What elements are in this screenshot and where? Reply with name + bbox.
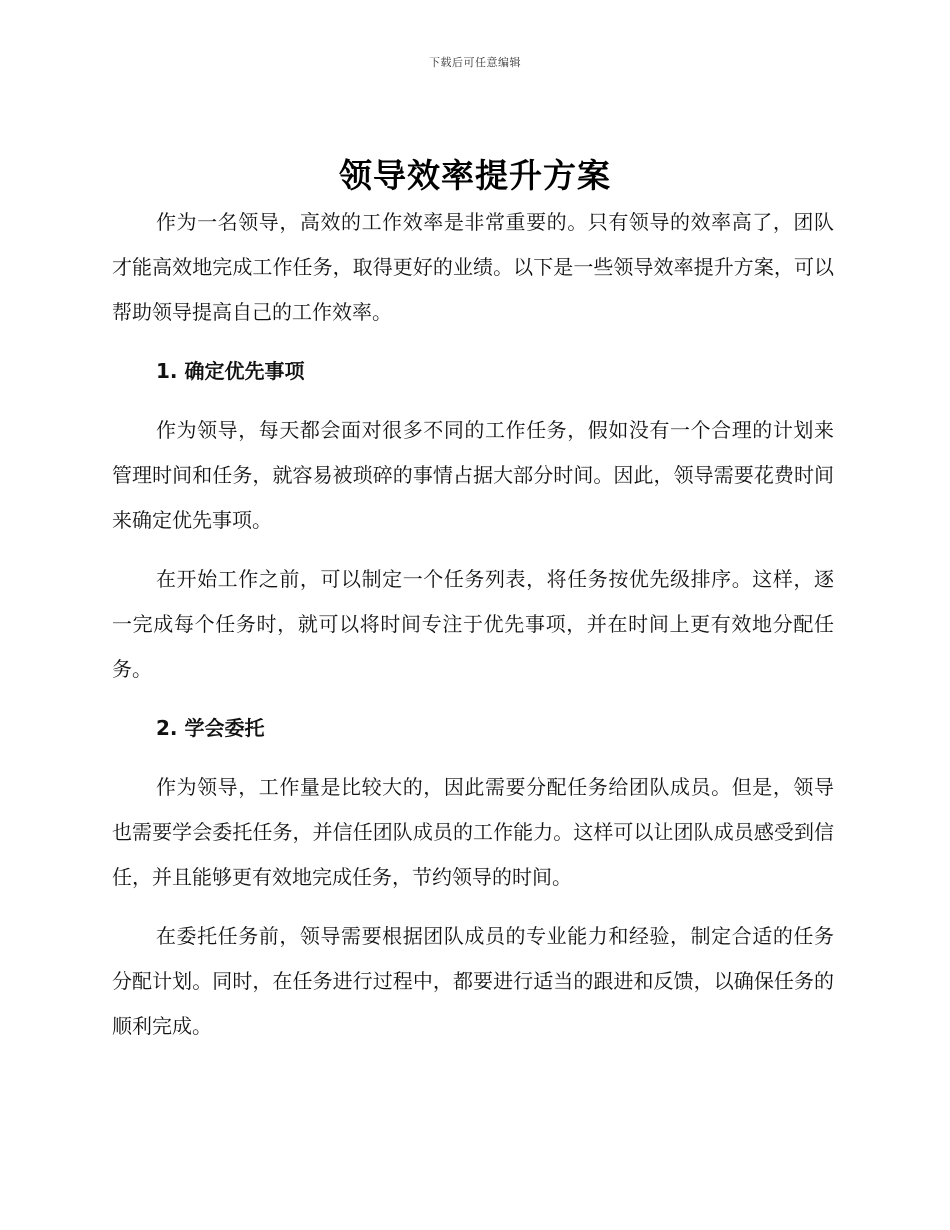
paragraph-delegation-1: 作为领导，工作量是比较大的，因此需要分配任务给团队成员。但是，领导也需要学会委托任务，并信任团队成员的工作能力。这样可以让团队成员感受到信任，并且能够更有效地完成任务，节约领导的时间。 (112, 775, 834, 889)
header-note: 下载后可任意编辑 (429, 56, 521, 69)
paragraph-priorities-2: 在开始工作之前，可以制定一个任务列表，将任务按优先级排序。这样，逐一完成每个任务时，就可以将时间专注于优先事项，并在时间上更有效地分配任务。 (112, 567, 834, 681)
document-title: 领导效率提升方案 (339, 156, 611, 195)
section-heading-delegation: 2. 学会委托 (156, 716, 265, 740)
document-body (112, 200, 834, 1049)
paragraph-intro: 作为一名领导，高效的工作效率是非常重要的。只有领导的效率高了，团队才能高效地完成工作任务，取得更好的业绩。以下是一些领导效率提升方案，可以帮助领导提高自己的工作效率。 (112, 210, 834, 324)
section-heading-priorities: 1. 确定优先事项 (156, 359, 305, 383)
paragraph-priorities-1: 作为领导，每天都会面对很多不同的工作任务，假如没有一个合理的计划来管理时间和任务，就容易被琐碎的事情占据大部分时间。因此，领导需要花费时间来确定优先事项。 (112, 418, 834, 532)
paragraph-delegation-2: 在委托任务前，领导需要根据团队成员的专业能力和经验，制定合适的任务分配计划。同时，在任务进行过程中，都要进行适当的跟进和反馈，以确保任务的顺利完成。 (112, 924, 834, 1038)
